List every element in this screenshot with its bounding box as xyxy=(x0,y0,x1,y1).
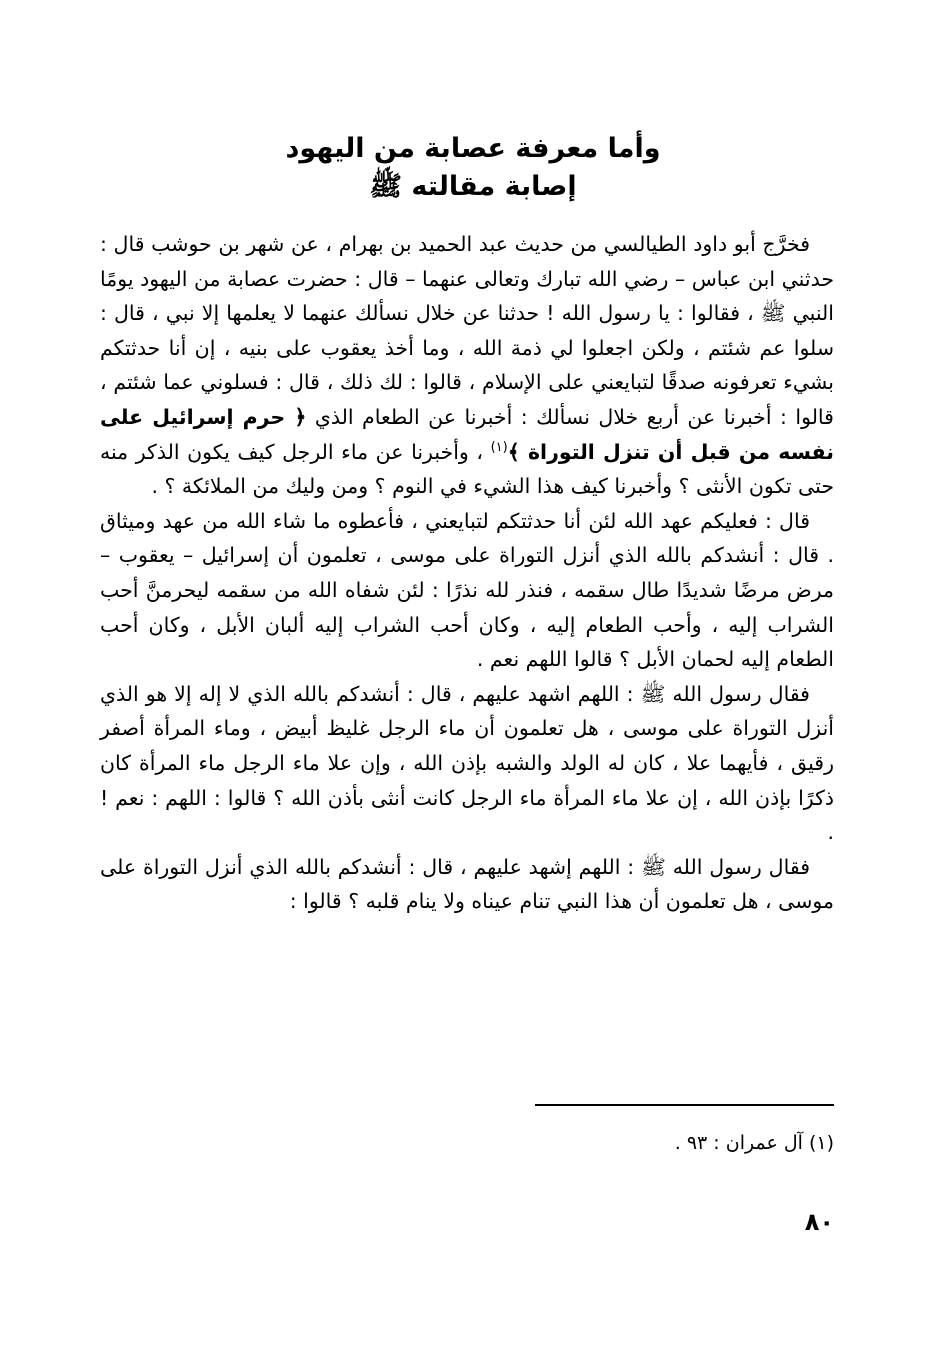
paragraph xyxy=(100,227,834,504)
text-segment: ، وأخبرنا عن ماء الرجل كيف يكون الذكر منه حتى تكون الأنثى ؟ وأخبرنا كيف هذا الشيء في النوم ؟ ومن وليك من الملائكة ؟ . xyxy=(100,439,834,499)
text-segment: فقال رسول الله ﷺ : اللهم إشهد عليهم ، قال : أنشدكم بالله الذي أنزل التوراة على موسى ، هل تعلمون أن هذا النبي تنام عيناه ولا ينام قلبه ؟ قالوا : xyxy=(100,854,834,914)
text-segment: فخرَّج أبو داود الطيالسي من حديث عبد الحميد بن بهرام ، عن شهر بن حوشب قال : حدثني ابن عباس – رضي الله تبارك وتعالى عنهما – قال : حضرت عصابة من اليهود يومًا النبي ﷺ ، فقالوا : يا رسول الله ! حدثنا عن خلال نسألك عنهما لا يعلمها إلا نبي ، قال : سلوا عم شئتم ، ولكن اجعلوا لي ذمة الله ، وما أخذ يعقوب على بنيه ، إن أنا حدثتكم بشيء تعرفونه صدقًا لتبايعني على الإسلام ، قالوا : لك ذلك ، قال : فسلوني عما شئتم ، قالوا : أخبرنا عن أربع خلال نسألك : أخبرنا عن الطعام الذي xyxy=(100,232,834,429)
paragraph xyxy=(100,677,834,850)
body-text xyxy=(100,227,834,919)
paragraph xyxy=(100,850,834,919)
page-number: ٨٠ xyxy=(804,1208,834,1236)
footnote-separator xyxy=(535,1104,834,1106)
text-segment: قال : فعليكم عهد الله لئن أنا حدثتكم لتبايعني ، فأعطوه ما شاء الله من عهد وميثاق . قال : أنشدكم بالله الذي أنزل التوراة على موسى ، تعلمون أن إسرائيل – يعقوب – مرض مرضًا شديدًا طال سقمه ، فنذر لله نذرًا : لئن شفاه الله من سقمه ليحرمنَّ أحب الشراب إليه ، وأحب الطعام إليه ، وكان أحب الشراب إليه ألبان الأبل ، وكان أحب الطعام إليه لحمان الأبل ؟ قالوا اللهم نعم . xyxy=(100,508,834,672)
chapter-heading-line-1: وأما معرفة عصابة من اليهود xyxy=(285,133,661,164)
chapter-heading-line-2: إصابة مقالته ﷺ xyxy=(369,171,577,202)
text-segment: فقال رسول الله ﷺ : اللهم اشهد عليهم ، قال : أنشدكم بالله الذي لا إله إلا هو الذي أنزل التوراة على موسى ، هل تعلمون أن ماء الرجل غليظ أبيض ، وماء المرأة أصفر رقيق ، فأيهما علا ، كان له الولد والشبه بإذن الله ، وإن علا ماء الرجل ماء المرأة كان ذكرًا بإذن الله ، إن علا ماء المرأة ماء الرجل كانت أنثى بأذن الله ؟ قالوا : اللهم : نعم ! . xyxy=(100,681,834,845)
footnote-marker: (١) xyxy=(490,439,508,455)
footnote: (١) آل عمران : ٩٣ . xyxy=(674,1132,834,1154)
quran-quote: ﴿ حرم إسرائيل على نفسه من قبل أن تنزل التوراة ﴾ xyxy=(100,404,835,464)
paragraph xyxy=(100,504,834,677)
